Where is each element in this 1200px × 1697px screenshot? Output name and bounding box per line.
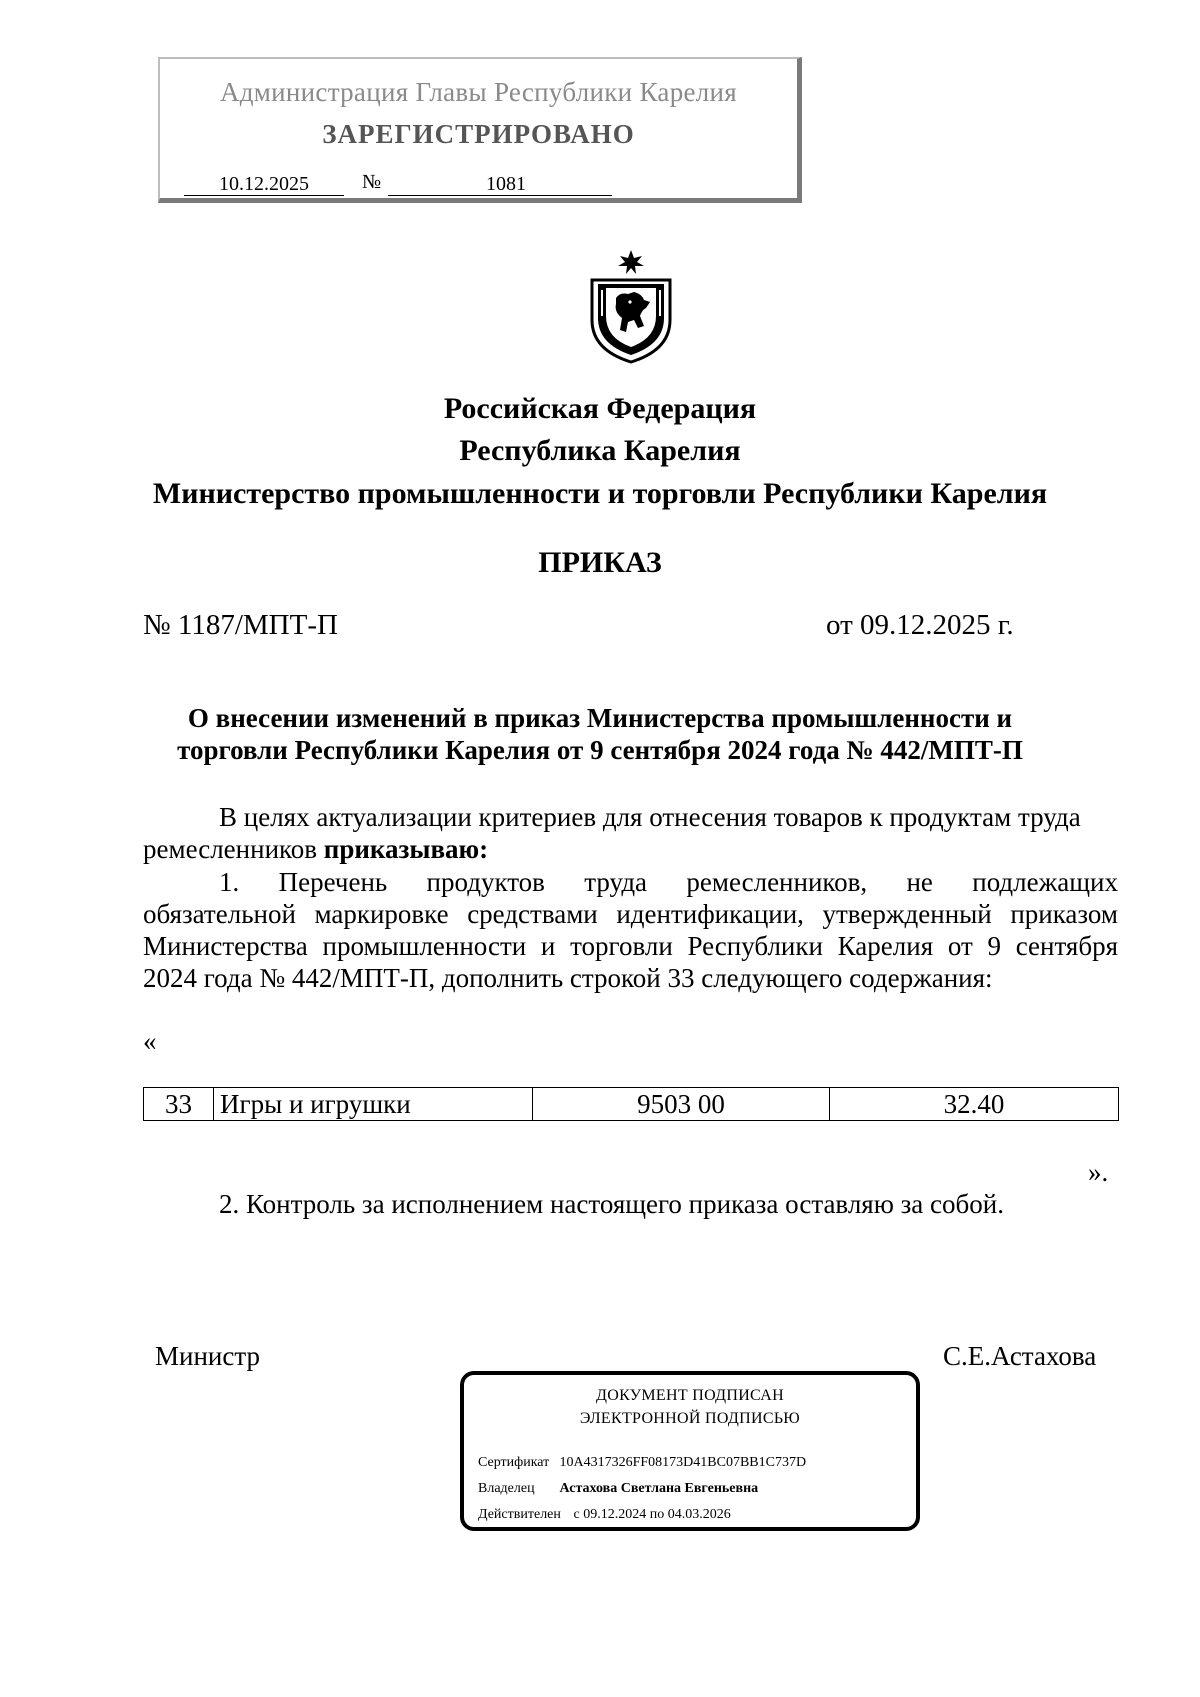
signatory-name: С.Е.Астахова	[943, 1341, 1097, 1371]
document-title-line2: торговли Республики Карелия от 9 сентября 2024 года № 442/МПТ-П	[177, 735, 1023, 765]
product-name: Игры и игрушки	[214, 1088, 533, 1121]
intro-line2	[143, 834, 488, 865]
e-signature-title-line1: ДОКУМЕНТ ПОДПИСАН	[596, 1387, 784, 1404]
document-type: ПРИКАЗ	[538, 546, 662, 579]
product-class: 32.40	[830, 1088, 1119, 1121]
certificate-value: 10A4317326FF08173D41BC07BB1C737D	[559, 1455, 807, 1470]
coat-of-arms-icon	[584, 250, 678, 364]
header-region: Республика Карелия	[459, 434, 741, 467]
registration-stamp	[158, 57, 802, 203]
registration-stamp-authority: Администрация Главы Республики Карелия	[219, 77, 738, 107]
header-ministry: Министерство промышленности и торговли Республики Карелия	[152, 477, 1048, 510]
item1-line2: обязательной маркировке средствами идентификации, утвержденный приказом	[143, 899, 1118, 929]
registration-stamp-status: ЗАРЕГИСТРИРОВАНО	[322, 119, 635, 149]
owner-value: Астахова Светлана Евгеньевна	[559, 1481, 759, 1496]
document-title-line1: О внесении изменений в приказ Министерства промышленности и	[187, 703, 1013, 733]
item1-line4: 2024 года № 442/МПТ-П, дополнить строкой 33 следующего содержания:	[143, 963, 993, 993]
close-quote: ».	[1088, 1157, 1109, 1187]
certificate-label: Сертификат	[478, 1455, 550, 1470]
intro-directive: приказываю:	[323, 834, 489, 864]
item2: 2. Контроль за исполнением настоящего приказа оставляю за собой.	[219, 1189, 1004, 1219]
registration-number: 1081	[388, 173, 612, 196]
intro-line1: В целях актуализации критериев для отнесения товаров к продуктам труда	[219, 802, 1081, 832]
row-number: 33	[144, 1088, 214, 1121]
validity-label: Действителен	[478, 1507, 561, 1522]
open-quote: «	[143, 1026, 157, 1056]
order-date: от 09.12.2025 г.	[826, 609, 1014, 641]
intro-text: ремесленников	[143, 834, 324, 864]
table-row	[144, 1088, 1119, 1121]
order-number: № 1187/МПТ-П	[143, 609, 338, 641]
owner-label: Владелец	[478, 1481, 535, 1496]
e-signature-certificate	[478, 1455, 806, 1471]
e-signature-validity	[478, 1507, 731, 1523]
header-country: Российская Федерация	[443, 392, 757, 425]
item1-line1: 1. Перечень продуктов труда ремесленников, не подлежащих	[219, 867, 1118, 897]
e-signature-stamp	[460, 1371, 920, 1531]
registration-number-sign: №	[362, 171, 382, 193]
e-signature-title-line2: ЭЛЕКТРОННОЙ ПОДПИСЬЮ	[579, 1410, 801, 1427]
item1-line3: Министерства промышленности и торговли Республики Карелия от 9 сентября	[143, 931, 1118, 961]
signatory-position: Министр	[155, 1341, 260, 1371]
e-signature-owner	[478, 1481, 758, 1497]
validity-value: с 09.12.2024 по 04.03.2026	[573, 1507, 731, 1522]
products-table	[143, 1087, 1119, 1121]
registration-date: 10.12.2025	[184, 173, 344, 196]
product-code: 9503 00	[533, 1088, 830, 1121]
